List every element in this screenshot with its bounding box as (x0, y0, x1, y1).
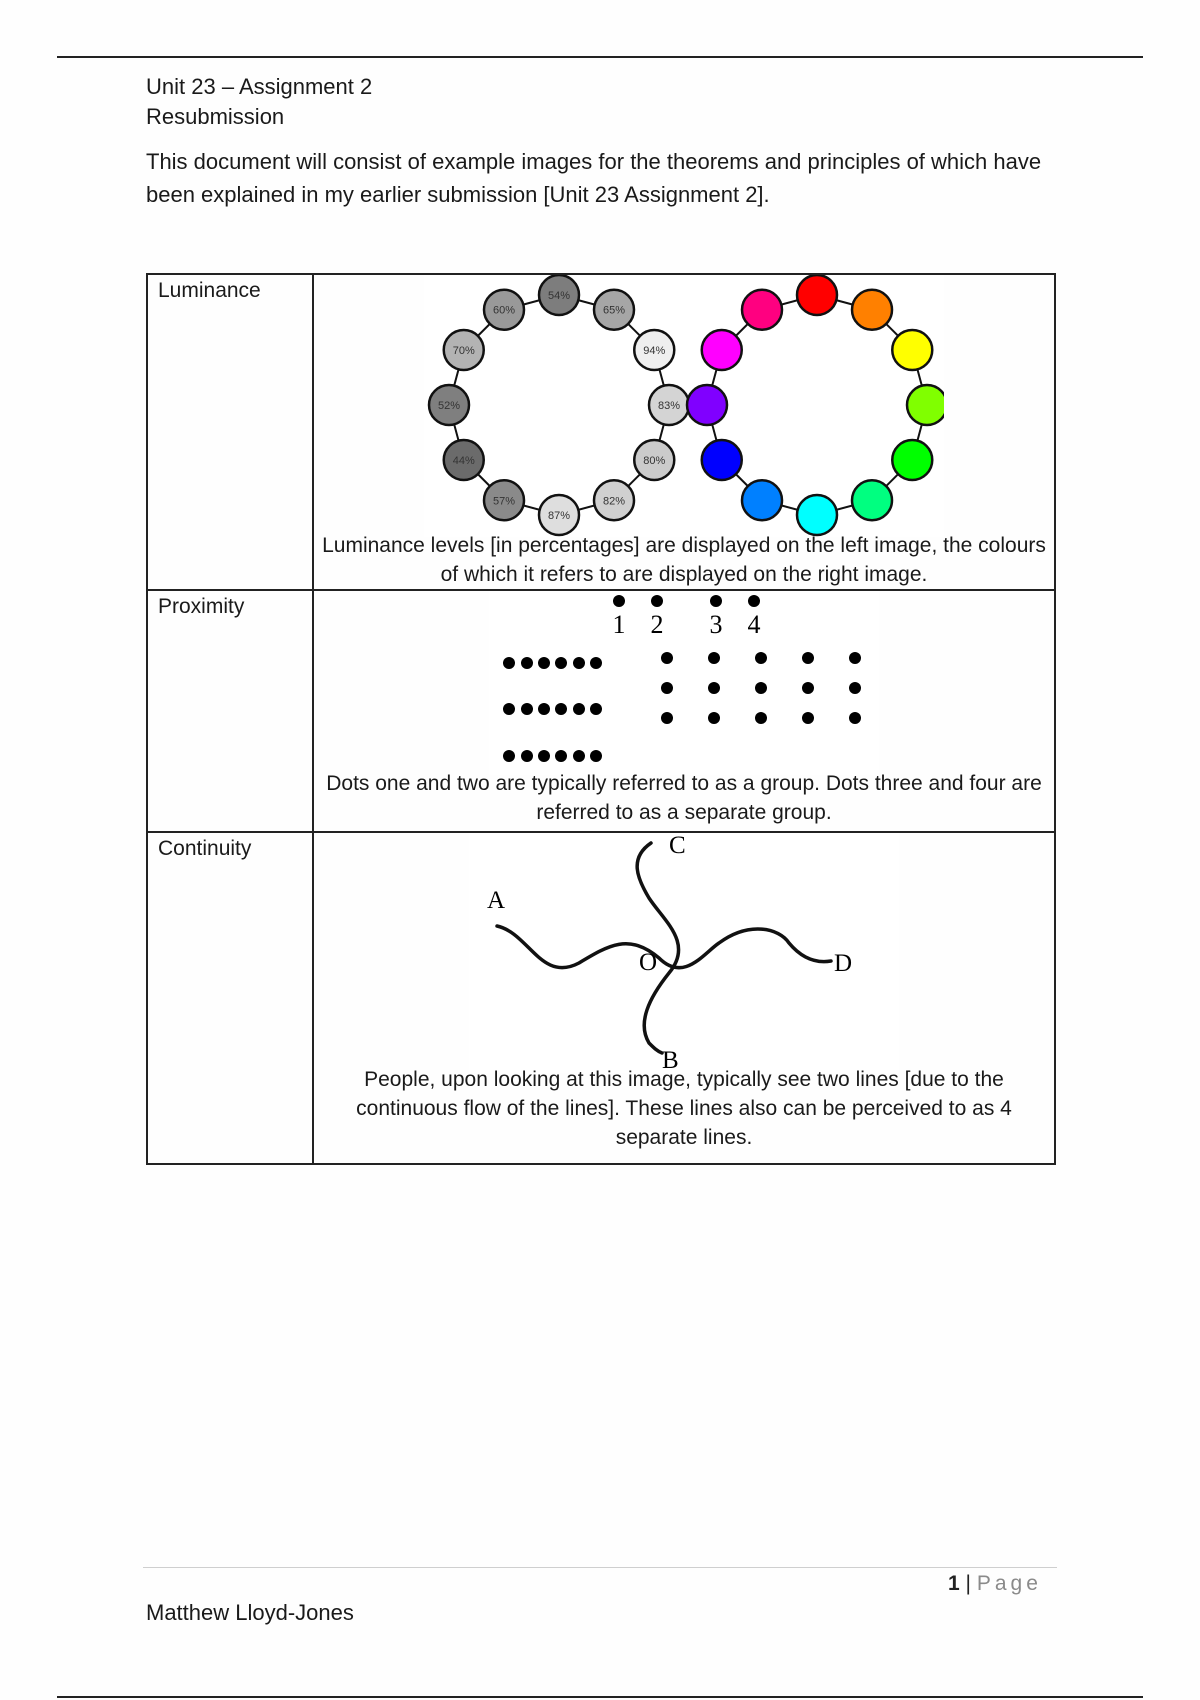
luminance-color-circle (892, 330, 932, 370)
proximity-grid-dot (755, 712, 767, 724)
proximity-figure (489, 591, 879, 775)
proximity-grid-dot (708, 682, 720, 694)
table-row-luminance (147, 274, 1055, 590)
proximity-grid-dot (849, 712, 861, 724)
luminance-level-label: 82% (602, 495, 626, 508)
luminance-level-label: 70% (452, 345, 475, 357)
bottom-rule (57, 1696, 1143, 1698)
luminance-color-circle (797, 275, 837, 315)
label-b: B (662, 1047, 679, 1073)
proximity-number: 3 (709, 610, 723, 639)
proximity-row-dot (590, 750, 602, 762)
luminance-color-circle (797, 495, 837, 535)
proximity-row-dot (538, 750, 550, 762)
luminance-level-label: 54% (547, 290, 571, 302)
luminance-level-label: 57% (492, 495, 516, 508)
proximity-number: 4 (747, 610, 761, 639)
luminance-color-circle (702, 330, 742, 370)
proximity-top-dot (613, 595, 625, 607)
proximity-top-dot (651, 595, 663, 607)
label-a: A (487, 887, 506, 914)
label-o: O (639, 949, 658, 976)
proximity-grid-dot (802, 652, 814, 664)
luminance-level-label: 94% (643, 345, 666, 357)
row-label: Proximity (147, 590, 313, 832)
proximity-row-dot (590, 657, 602, 669)
continuity-caption: People, upon looking at this image, typically see two lines [due to the continuous flow of the lines]. These lines also can be perceived to as 4 separate lines. (356, 1068, 1012, 1149)
proximity-grid-dot (849, 682, 861, 694)
luminance-color-circle (852, 290, 892, 330)
proximity-row-dot (555, 703, 567, 715)
row-label: Continuity (147, 832, 313, 1164)
table-row-proximity (147, 590, 1055, 832)
proximity-grid-dot (802, 682, 814, 694)
proximity-row-dot (521, 657, 533, 669)
proximity-top-dot (710, 595, 722, 607)
luminance-level-label: 44% (452, 455, 475, 467)
proximity-row-dot (538, 703, 550, 715)
luminance-color-circle (702, 440, 742, 480)
luminance-color-circle (742, 480, 782, 520)
page-word: Page (976, 1572, 1042, 1595)
footer-rule (143, 1567, 1057, 1568)
header-subtitle: Resubmission (146, 104, 285, 129)
luminance-figure (424, 275, 944, 537)
luminance-caption: Luminance levels [in percentages] are displayed on the left image, the colours of which it refers to are displayed on the right image. (322, 534, 1046, 586)
table-row-continuity (147, 832, 1055, 1164)
proximity-caption: Dots one and two are typically referred to as a group. Dots three and four are referred to as a separate group. (326, 772, 1042, 824)
intro-paragraph: This document will consist of example images for the theorems and principles of which have been explained in my earlier submission [Unit 23 Assignment 2]. (146, 149, 1042, 207)
proximity-row-dot (503, 657, 515, 669)
luminance-level-label: 83% (657, 400, 681, 412)
curve-a-d (497, 926, 831, 968)
proximity-grid-dot (708, 652, 720, 664)
proximity-row-dot (555, 750, 567, 762)
continuity-figure (469, 833, 899, 1073)
proximity-number: 2 (650, 610, 664, 639)
label-d: D (834, 950, 853, 977)
proximity-grid-dot (661, 712, 673, 724)
luminance-level-label: 52% (437, 400, 461, 412)
proximity-grid-dot (755, 652, 767, 664)
author-name: Matthew Lloyd-Jones (146, 1600, 354, 1625)
luminance-color-circle (907, 385, 944, 425)
proximity-top-dot (748, 595, 760, 607)
luminance-level-label: 80% (643, 455, 666, 467)
proximity-grid-dot (708, 712, 720, 724)
proximity-row-dot (555, 657, 567, 669)
principles-table (146, 273, 1056, 1165)
proximity-grid-dot (661, 682, 673, 694)
luminance-color-circle (892, 440, 932, 480)
proximity-row-dot (573, 750, 585, 762)
proximity-grid-dot (755, 682, 767, 694)
proximity-row-dot (538, 657, 550, 669)
luminance-level-label: 60% (492, 304, 516, 317)
row-label: Luminance (147, 274, 313, 590)
proximity-number: 1 (612, 610, 626, 639)
proximity-row-dot (503, 703, 515, 715)
luminance-color-circle (742, 290, 782, 330)
page-number (948, 1572, 1042, 1596)
proximity-row-dot (521, 703, 533, 715)
proximity-grid-dot (661, 652, 673, 664)
proximity-row-dot (573, 657, 585, 669)
proximity-row-dot (573, 703, 585, 715)
proximity-grid-dot (802, 712, 814, 724)
luminance-level-label: 65% (602, 304, 626, 317)
proximity-row-dot (503, 750, 515, 762)
header-title: Unit 23 – Assignment 2 (146, 74, 373, 99)
page-number-value: 1 (948, 1572, 960, 1595)
luminance-color-circle (852, 480, 892, 520)
proximity-grid-dot (849, 652, 861, 664)
proximity-row-dot (521, 750, 533, 762)
document-header (146, 72, 372, 132)
proximity-row-dot (590, 703, 602, 715)
page-separator: | (965, 1572, 971, 1595)
luminance-level-label: 87% (547, 510, 571, 522)
luminance-color-circle (687, 385, 727, 425)
top-rule (57, 56, 1143, 58)
label-c: C (669, 833, 686, 859)
